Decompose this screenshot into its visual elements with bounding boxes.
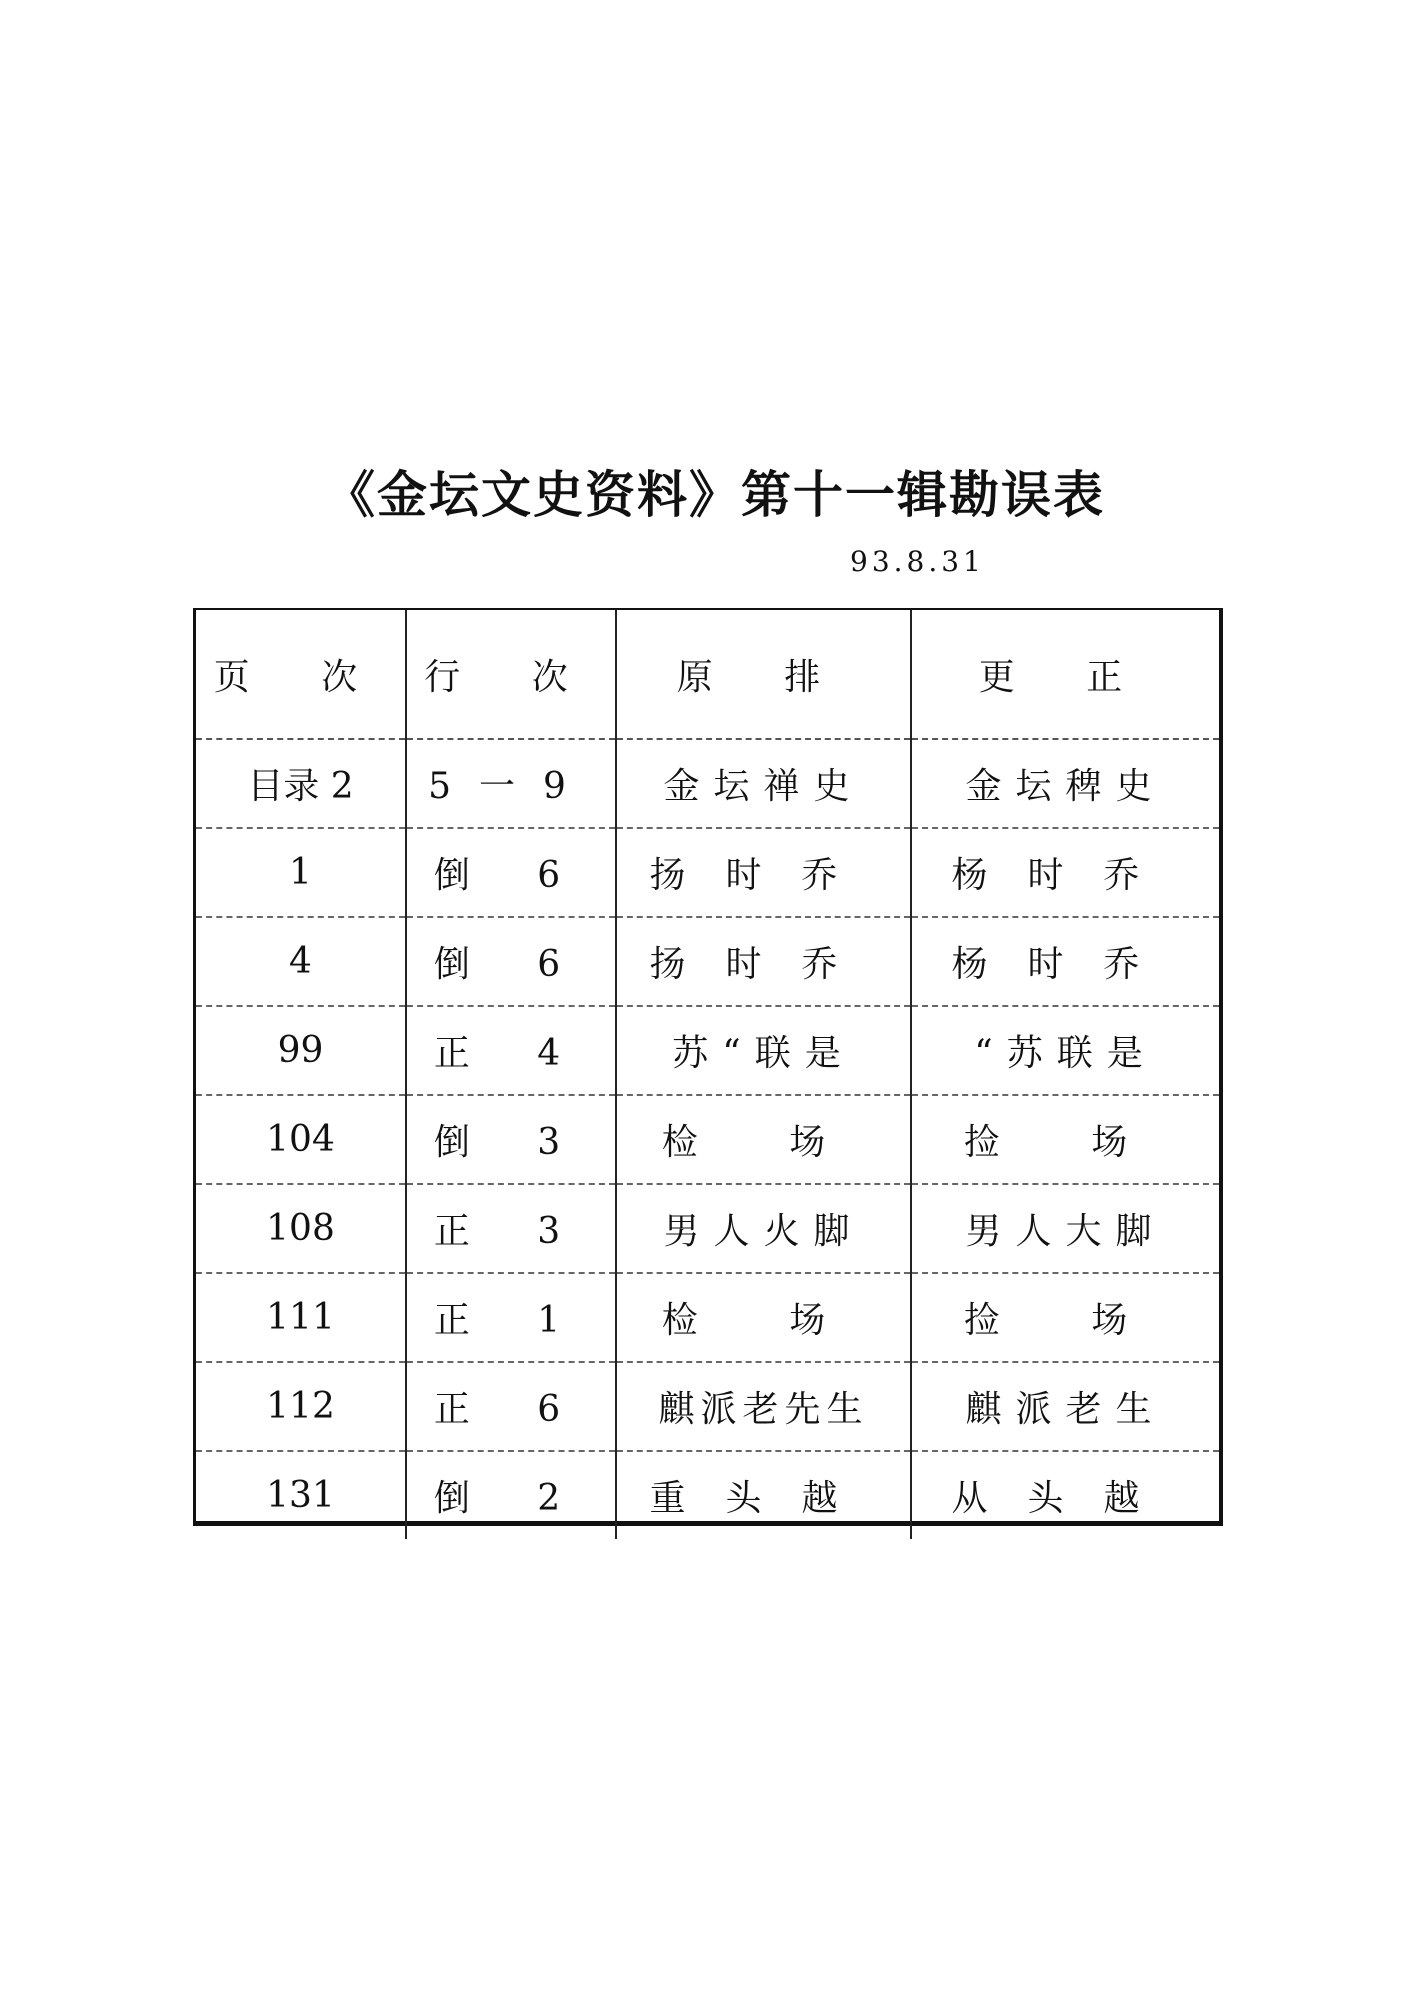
table-row	[196, 1006, 1219, 1095]
cell-original: 扬时乔	[616, 917, 911, 1006]
cell-corrected: 男人大脚	[911, 1184, 1219, 1273]
header-page: 页 次	[196, 610, 406, 739]
cell-line: 正 3	[406, 1184, 616, 1273]
table-row	[196, 739, 1219, 828]
cell-page: 99	[196, 1006, 406, 1095]
cell-page: 104	[196, 1095, 406, 1184]
table-row	[196, 1095, 1219, 1184]
errata-table-frame	[193, 608, 1223, 1526]
cell-original: 苏“联是	[616, 1006, 911, 1095]
errata-table	[196, 610, 1219, 1539]
cell-corrected: 金坛稗史	[911, 739, 1219, 828]
cell-page: 108	[196, 1184, 406, 1273]
cell-original: 男人火脚	[616, 1184, 911, 1273]
cell-page: 4	[196, 917, 406, 1006]
cell-line: 正 4	[406, 1006, 616, 1095]
cell-corrected: 麒派老生	[911, 1362, 1219, 1451]
table-row	[196, 828, 1219, 917]
cell-corrected: 杨时乔	[911, 828, 1219, 917]
cell-line: 倒 2	[406, 1451, 616, 1539]
table-row	[196, 1184, 1219, 1273]
cell-original: 重头越	[616, 1451, 911, 1539]
cell-page: 112	[196, 1362, 406, 1451]
cell-line: 倒 3	[406, 1095, 616, 1184]
table-row	[196, 1362, 1219, 1451]
header-corrected: 更 正	[911, 610, 1219, 739]
header-line: 行 次	[406, 610, 616, 739]
table-header-row	[196, 610, 1219, 739]
cell-line: 正 1	[406, 1273, 616, 1362]
cell-page: 131	[196, 1451, 406, 1539]
table-row	[196, 917, 1219, 1006]
cell-line: 正 6	[406, 1362, 616, 1451]
cell-original: 检 场	[616, 1273, 911, 1362]
cell-corrected: 捡 场	[911, 1095, 1219, 1184]
cell-original: 检 场	[616, 1095, 911, 1184]
cell-original: 扬时乔	[616, 828, 911, 917]
cell-corrected: “苏联是	[911, 1006, 1219, 1095]
cell-line: 倒 6	[406, 828, 616, 917]
document-title: 《金坛文史资料》第十一辑勘误表	[325, 466, 1105, 524]
table-row	[196, 1273, 1219, 1362]
cell-original: 金坛禅史	[616, 739, 911, 828]
table-row	[196, 1451, 1219, 1539]
cell-page: 111	[196, 1273, 406, 1362]
header-original: 原 排	[616, 610, 911, 739]
cell-corrected: 杨时乔	[911, 917, 1219, 1006]
cell-original: 麒派老先生	[616, 1362, 911, 1451]
cell-page: 1	[196, 828, 406, 917]
cell-page: 目录 2	[196, 739, 406, 828]
cell-corrected: 从头越	[951, 1478, 1180, 1519]
cell-line: 5一9	[406, 739, 616, 828]
document-date: 93.8.31	[850, 545, 985, 578]
cell-corrected: 捡 场	[911, 1273, 1219, 1362]
cell-line: 倒 6	[406, 917, 616, 1006]
